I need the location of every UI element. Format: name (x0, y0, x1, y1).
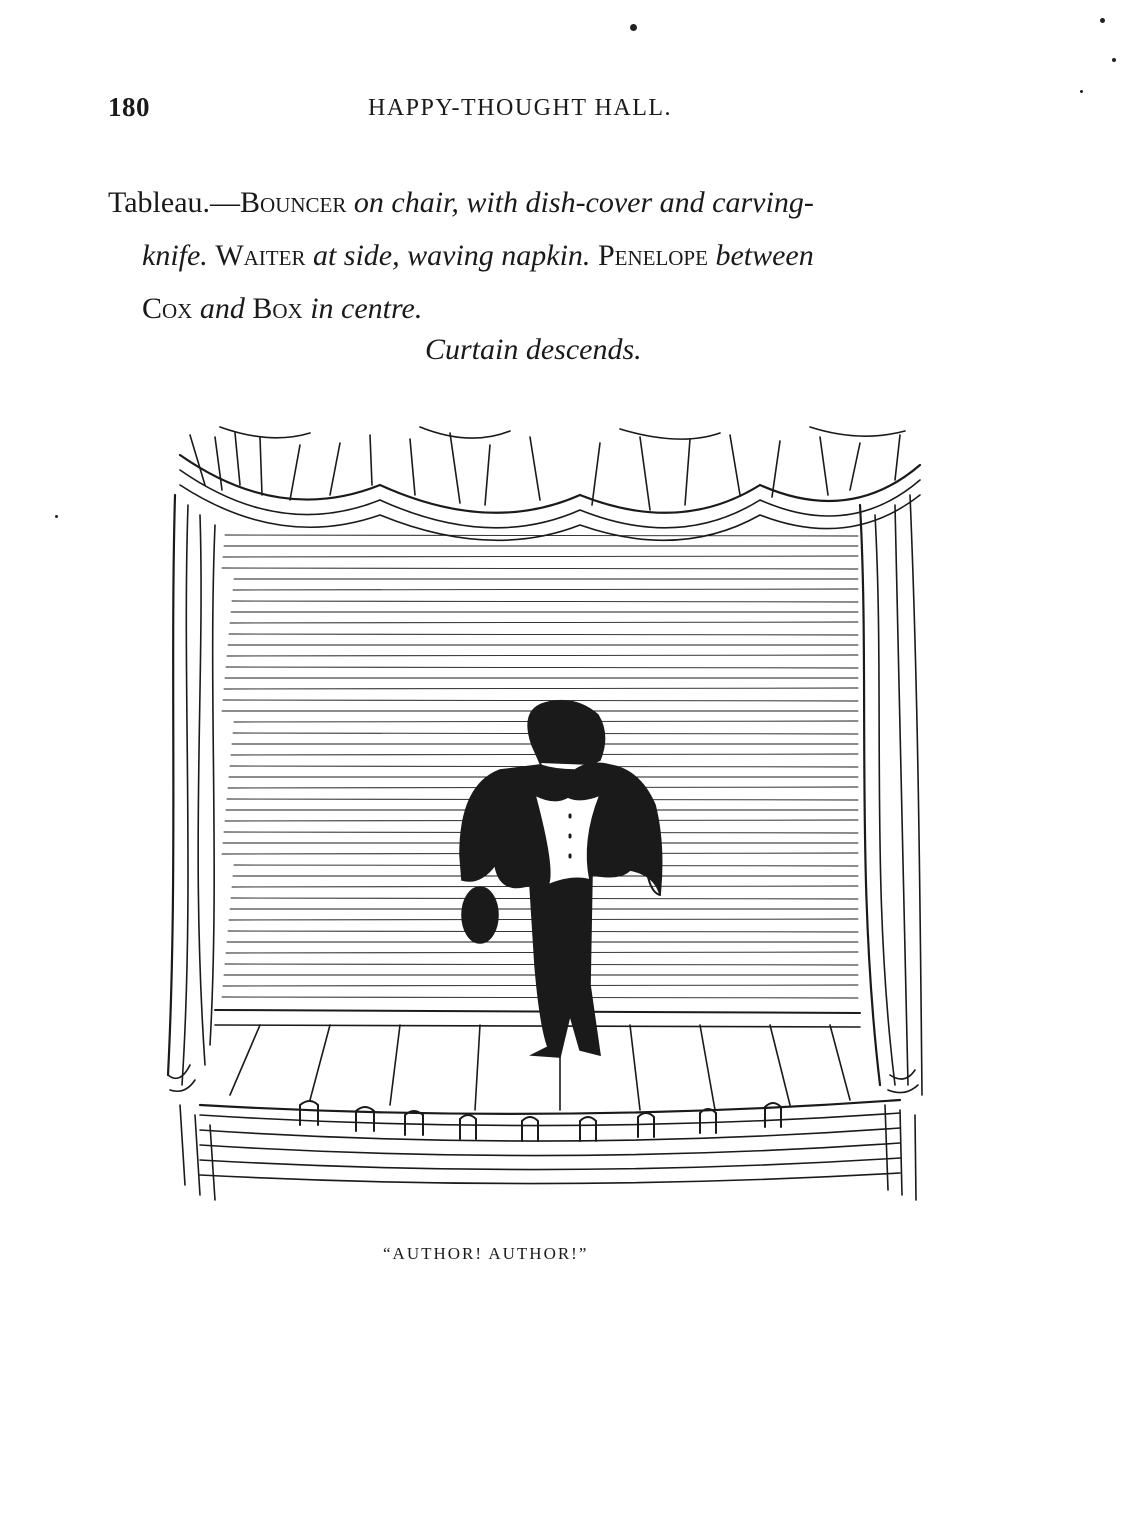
character-penelope: Penelope (597, 239, 708, 272)
left-curtain (168, 495, 215, 1200)
stage-text: and (192, 292, 253, 325)
footlights (300, 1101, 781, 1141)
running-title: HAPPY-THOUGHT HALL. (368, 95, 673, 121)
illustration-caption: “AUTHOR! AUTHOR!” (383, 1244, 589, 1263)
stage-direction-line-1 (108, 176, 1008, 229)
print-speck (55, 515, 58, 518)
page-number: 180 (108, 92, 150, 122)
stage-text: at side, waving napkin. (305, 239, 598, 272)
character-box: Box (252, 292, 303, 325)
stage-text: between (707, 239, 814, 272)
stage-direction-line-3 (108, 282, 1008, 335)
curtain-descends: Curtain descends. (425, 333, 642, 366)
character-waiter: Waiter (215, 239, 306, 272)
top-drapery (180, 427, 920, 540)
print-speck (1080, 90, 1083, 93)
stage-text: in centre. (302, 292, 423, 325)
print-speck (1100, 18, 1105, 23)
character-cox: Cox (142, 292, 193, 325)
stage-direction-line-2 (108, 229, 1008, 282)
print-speck (1112, 58, 1116, 62)
right-curtain (860, 495, 922, 1200)
print-speck (630, 24, 637, 31)
stage-direction (108, 176, 1008, 335)
stage-text: on chair, with dish-cover and carving- (346, 186, 814, 219)
stage-text: knife. (142, 239, 216, 272)
character-bouncer: Bouncer (240, 186, 347, 219)
stage-illustration (160, 425, 940, 1215)
tableau-label: Tableau.— (108, 186, 241, 219)
